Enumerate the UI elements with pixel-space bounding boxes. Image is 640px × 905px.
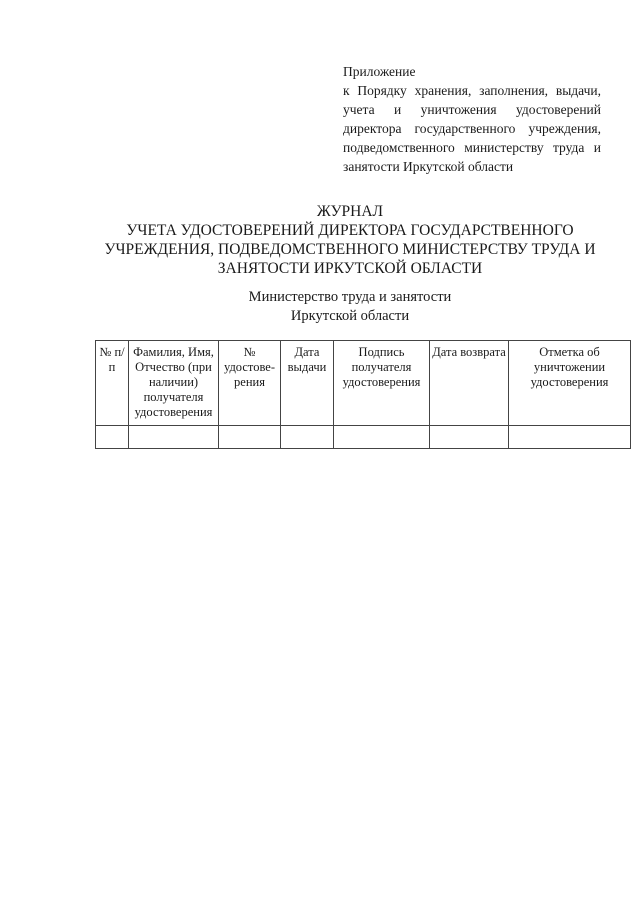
table-row <box>96 426 631 449</box>
table-cell <box>334 426 430 449</box>
table-cell <box>430 426 509 449</box>
ministry-line: Министерство труда и занятости <box>248 289 452 305</box>
table-header-row <box>96 341 631 426</box>
ministry-name <box>120 288 580 326</box>
table-cell <box>281 426 334 449</box>
appendix-block <box>343 62 601 176</box>
ministry-line: Иркутской области <box>290 308 410 324</box>
table-cell <box>96 426 129 449</box>
header-number: № п/п <box>96 341 129 426</box>
header-destruction-mark: Отметка об уничтожении удостоверения <box>509 341 631 426</box>
journal-subtitle-line: УЧРЕЖДЕНИЯ, ПОДВЕДОМСТВЕННОГО МИНИСТЕРСТВУ ТРУДА И <box>104 241 596 258</box>
journal-title: ЖУРНАЛ <box>316 203 384 220</box>
header-recipient-signature: Подпись получателя удостоверения <box>334 341 430 426</box>
table-cell <box>219 426 281 449</box>
header-full-name: Фамилия, Имя, Отчество (при наличии) получателя удостоверения <box>129 341 219 426</box>
journal-heading <box>90 202 610 278</box>
header-issue-date: Дата выдачи <box>281 341 334 426</box>
table-cell <box>129 426 219 449</box>
appendix-title: Приложение <box>343 64 416 79</box>
appendix-text: к Порядку хранения, заполнения, выдачи, учета и уничтожения удостоверений директора государственного учреждения, подведомственного министерству труда и занятости Иркутской области <box>343 83 601 174</box>
journal-subtitle-line: УЧЕТА УДОСТОВЕРЕНИЙ ДИРЕКТОРА ГОСУДАРСТВЕННОГО <box>126 222 574 239</box>
journal-subtitle-line: ЗАНЯТОСТИ ИРКУТСКОЙ ОБЛАСТИ <box>217 260 483 277</box>
header-return-date: Дата возврата <box>430 341 509 426</box>
journal-table <box>95 340 631 449</box>
table-cell <box>509 426 631 449</box>
header-certificate-number: № удостове-рения <box>219 341 281 426</box>
